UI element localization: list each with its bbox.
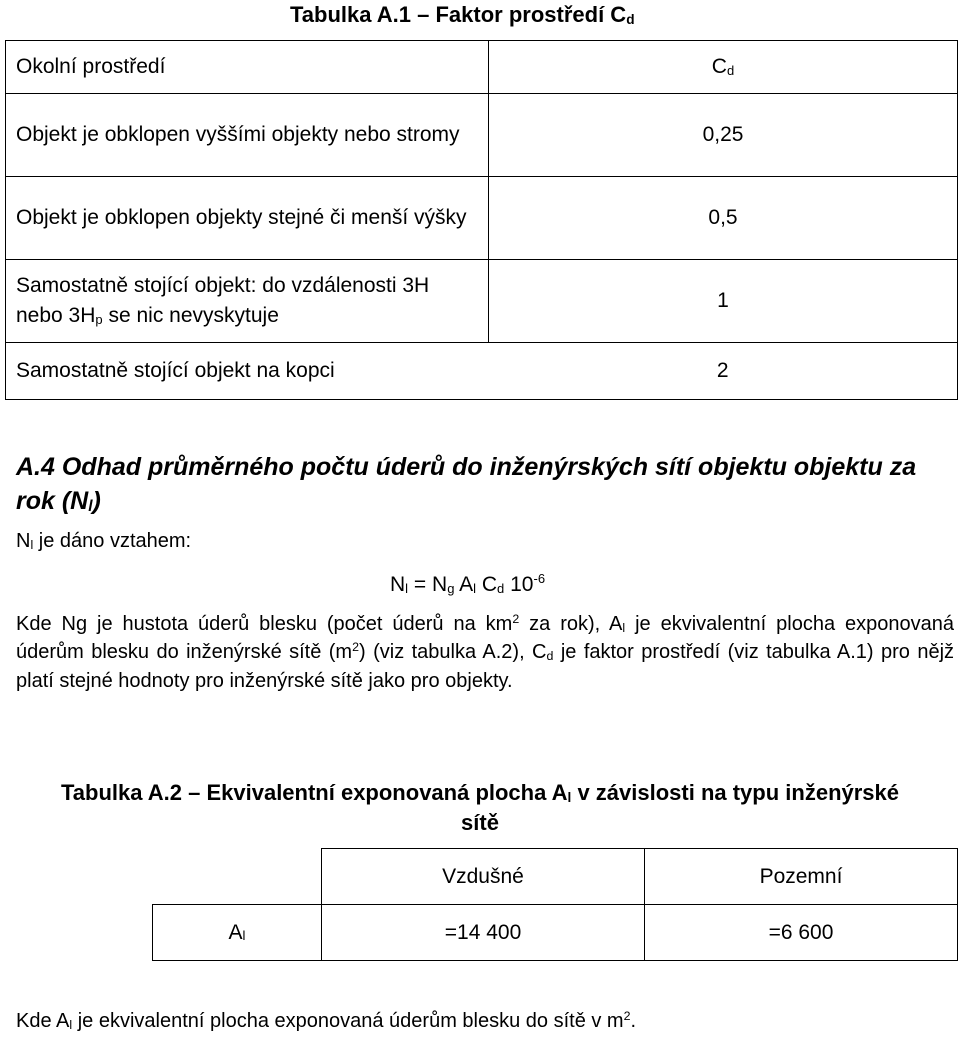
footnote: Kde $A_l$ je ekvivalentní plocha exponovaná úderům blesku do sítě v $m^2$. [16,1008,637,1032]
section-heading: A.4 Odhad průměrného počtu úderů do inženýrských sítí objektu objektu za rok $(N_l)$ [16,453,917,516]
table-row [6,177,958,260]
table-row [6,260,958,343]
table1-title: Tabulka A.1 – Faktor prostředí $C_d$ [290,2,635,28]
value-underground: =6 600 [645,905,958,961]
table-row [6,94,958,177]
empty-corner-cell [153,849,322,905]
row-label-al: $A_l$ [153,905,322,961]
row-value: 1 [489,260,958,343]
header-underground: Pozemní [645,849,958,905]
row-value: 0,5 [489,177,958,260]
row-label: Samostatně stojící objekt na kopci [6,343,489,400]
row-label: Samostatně stojící objekt: do vzdálenosti 3H nebo $3H_p$ se nic nevyskytuje [6,260,489,343]
table-row [6,343,958,400]
table-header-row [6,41,958,94]
equivalent-area-table [152,848,958,961]
header-aerial: Vzdušné [322,849,645,905]
header-environment: Okolní prostředí [6,41,489,94]
row-label: Objekt je obklopen objekty stejné či menší výšky [6,177,489,260]
table2-title: Tabulka A.2 – Ekvivalentní exponovaná plocha $A_l$ v závislosti na typu inženýrské sítě [60,780,900,835]
environment-factor-table [5,40,958,400]
header-cd: $C_d$ [489,41,958,94]
intro-text: $N_l$ je dáno vztahem: [16,530,192,552]
table-header-row [153,849,958,905]
value-aerial: =14 400 [322,905,645,961]
table-row [153,905,958,961]
row-label: Objekt je obklopen vyššími objekty nebo stromy [6,94,489,177]
row-value: 0,25 [489,94,958,177]
row-value: 2 [489,343,958,400]
explanation-paragraph: Kde Ng je hustota úderů blesku (počet úderů na $km^2$ za rok), $A_l$ je ekvivalentní plocha exponovaná úderům blesku do inženýrské sítě $(m^2)$ (viz tabulka A.2), $C_d$ je faktor prostředí (viz tabulka A.1) pro nějž platí stejné hodnoty pro inženýrské sítě jako pro objekty. [16,611,955,692]
formula: $N_l = N_g$ $A_l$ $C_d$ $10^{-6}$ [390,571,546,596]
